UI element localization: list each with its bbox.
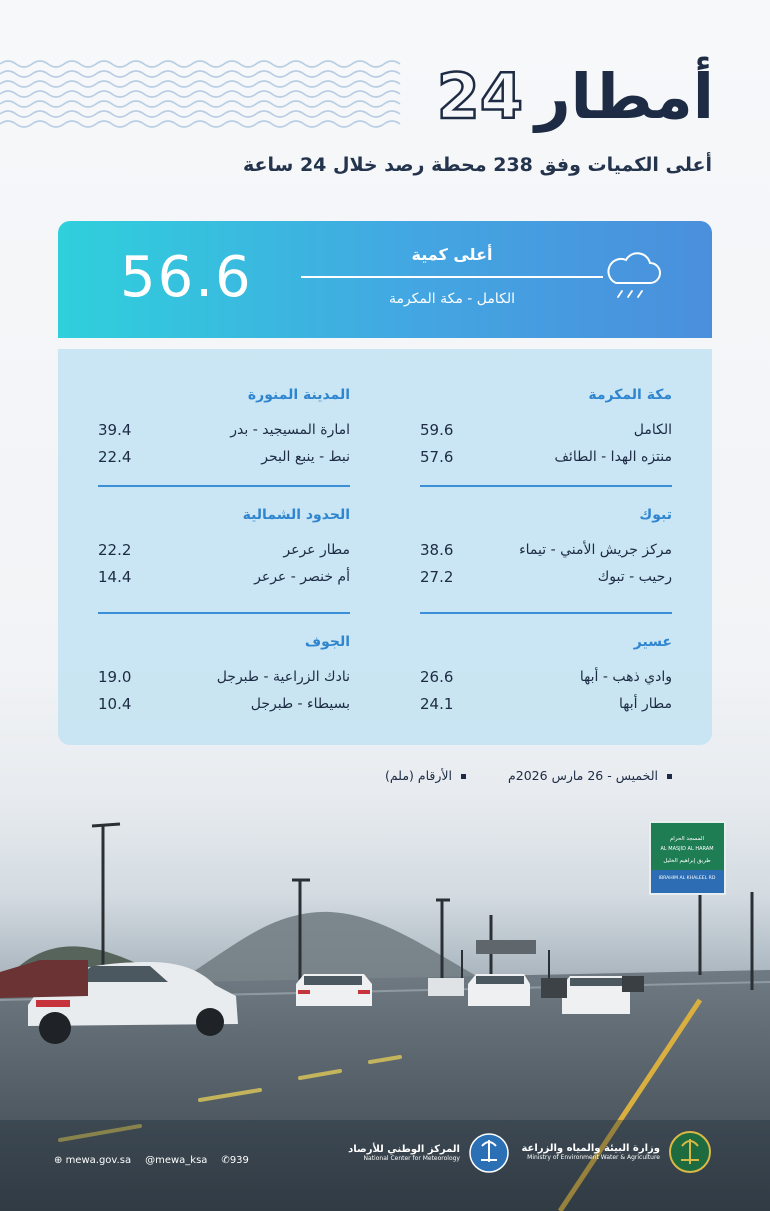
car-middle-1 [296,974,372,1006]
station-name: أم خنصر - عرعر [254,568,350,585]
wave-decoration [0,58,405,128]
station-name: مطار أبها [619,695,672,712]
region-divider [98,612,350,614]
highest-amount-label: أعلى كمية [411,245,493,264]
region-northern-borders [98,504,350,590]
region-madinah [98,384,350,470]
station-name: نادك الزراعية - طبرجل [216,668,350,685]
phone-text: 939 [229,1155,249,1166]
page-subtitle: أعلى الكميات وفق 238 محطة رصد خلال 24 ساعة [243,154,712,176]
region-name: تبوك [639,507,672,523]
station-row [98,416,350,443]
region-name: عسير [633,634,672,650]
bullet-icon [461,774,466,779]
station-name: مركز جريش الأمني - تيماء [519,541,672,558]
unit-note [385,768,466,783]
station-row [98,563,350,590]
region-name: الحدود الشمالية [242,507,350,523]
car-middle-3 [562,976,630,1014]
highest-amount-station: الكامل - مكة المكرمة [388,291,516,307]
station-row [420,563,672,590]
station-name: الكامل [633,421,672,438]
rain-cloud-icon [602,249,662,301]
unit-text: الأرقام (ملم) [384,768,453,783]
center-name-ar: المركز الوطني للأرصاد [348,1144,460,1155]
station-name: امارة المسيجيد - بدر [230,421,350,438]
station-row [420,443,672,470]
region-asir [420,631,672,717]
station-value: 26.6 [420,667,454,686]
highest-amount-value: 56.6 [120,245,253,310]
region-tabuk [420,504,672,590]
station-row [420,416,672,443]
car-left-edge [0,960,88,998]
road-sign-line-4: IBRAHIM AL KHALEEL RD [658,876,716,881]
station-row [98,536,350,563]
station-value: 10.4 [98,694,132,713]
region-jouf [98,631,350,717]
station-value: 59.6 [420,420,454,439]
footnotes [385,768,672,783]
region-divider [420,485,672,487]
station-value: 22.2 [98,540,132,559]
station-name: مطار عرعر [283,541,350,558]
website-text: mewa.gov.sa [65,1155,132,1166]
station-name: بسيطاء - طبرجل [250,695,350,712]
station-value: 38.6 [420,540,454,559]
highest-amount-banner [58,221,712,338]
date-text: الخميس - 26 مارس 2026م [508,768,658,783]
road-sign-line-1: المسجد الحرام [669,836,705,842]
station-value: 22.4 [98,447,132,466]
date-note [508,768,672,783]
bullet-icon [667,774,672,779]
mewa-emblem-icon [668,1130,712,1174]
station-value: 39.4 [98,420,132,439]
station-value: 14.4 [98,567,132,586]
station-value: 57.6 [420,447,454,466]
station-name: رحيب - تبوك [597,568,672,585]
mewa-logo [521,1130,712,1174]
ministry-name-en: Ministry of Environment Water & Agriculture [527,1154,660,1161]
station-row [98,690,350,717]
title-number: 24 [436,60,523,133]
ministry-name-ar: وزارة البيئة والمياه والزراعة [521,1143,660,1154]
station-name: وادي ذهب - أبها [579,668,672,685]
globe-icon: ⊕ [54,1155,66,1166]
website-link[interactable] [54,1155,131,1166]
footer-contact [54,1155,249,1166]
region-name: مكة المكرمة [588,387,672,403]
road-sign-line-3: طريق إبراهيم الخليل [663,858,711,864]
social-handle[interactable]: @mewa_ksa [145,1155,208,1166]
station-row [420,536,672,563]
station-row [98,443,350,470]
region-makkah [420,384,672,470]
region-name: الجوف [304,634,350,650]
region-name: المدينة المنورة [247,387,350,403]
ncm-logo [348,1132,510,1174]
road-sign-line-2: AL MASJID AL HARAM [660,846,714,852]
station-row [98,663,350,690]
station-value: 24.1 [420,694,454,713]
station-name: نبط - ينبع البحر [261,448,350,465]
center-name-en: National Center for Meteorology [363,1155,460,1162]
car-middle-2 [468,974,530,1006]
banner-divider [301,276,603,278]
station-row [420,690,672,717]
station-value: 19.0 [98,667,132,686]
phone-number[interactable] [221,1155,248,1166]
phone-icon: ✆ [221,1155,230,1166]
title-word: أمطار [534,60,714,133]
region-divider [420,612,672,614]
station-value: 27.2 [420,567,454,586]
region-divider [98,485,350,487]
station-row [420,663,672,690]
station-name: منتزه الهدا - الطائف [554,448,672,465]
regions-panel [58,349,712,745]
page-title [437,52,714,142]
ncm-emblem-icon [468,1132,510,1174]
